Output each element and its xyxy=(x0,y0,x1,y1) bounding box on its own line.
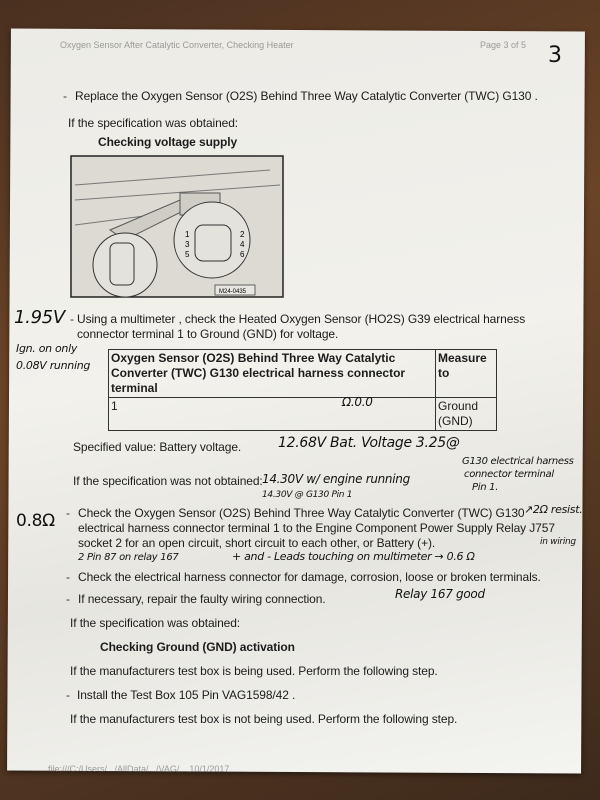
test-box-not-used: If the manufacturers test box is not being used. Perform the following step. xyxy=(70,712,458,726)
bullet: - xyxy=(66,506,70,520)
step-check-3: socket 2 for an open circuit, short circuit to each other, or Battery (+). xyxy=(78,536,436,550)
pin-label-2: 2 xyxy=(240,230,245,239)
step-install-test-box: Install the Test Box 105 Pin VAG1598/42 . xyxy=(77,688,296,702)
table-header-terminal: Oxygen Sensor (O2S) Behind Three Way Catalytic Converter (TWC) G130 electrical harness connector terminal xyxy=(109,350,436,398)
step-replace: Replace the Oxygen Sensor (O2S) Behind Three Way Catalytic Converter (TWC) G130 . xyxy=(75,89,538,103)
step-check-1: Check the Oxygen Sensor (O2S) Behind Three Way Catalytic Converter (TWC) G130 xyxy=(78,506,525,520)
hw-running: 0.08V running xyxy=(16,359,91,372)
handwritten-page-number: 3 xyxy=(548,43,562,68)
specified-value: Specified value: Battery voltage. xyxy=(73,440,242,454)
bullet: - xyxy=(66,570,70,584)
bullet: - xyxy=(70,312,74,326)
step-multimeter-2: connector terminal 1 to Ground (GND) for voltage. xyxy=(77,327,339,341)
footer-url: file:///C:/Users/.../AllData/.../VAG/... 10/1/2017 xyxy=(48,764,230,774)
step-repair: If necessary, repair the faulty wiring connection. xyxy=(78,592,326,606)
hw-engine-pin: 14.30V @ G130 Pin 1 xyxy=(262,490,353,500)
pin-label-6: 6 xyxy=(240,250,245,259)
hw-engine-running: 14.30V w/ engine running xyxy=(262,472,410,486)
hw-battery-voltage: 12.68V Bat. Voltage 3.25@ xyxy=(278,435,460,451)
hw-resist-2: in wiring xyxy=(540,537,576,547)
hw-ohm-table: Ω.0.0 xyxy=(342,395,373,409)
if-obtained-2: If the specification was obtained: xyxy=(70,616,241,630)
hw-ohm-reading: 0.8Ω xyxy=(16,511,55,531)
header-title: Oxygen Sensor After Catalytic Converter, Checking Heater xyxy=(60,40,294,50)
table-cell-measure: Ground (GND) xyxy=(436,398,497,431)
if-obtained-1: If the specification was obtained: xyxy=(68,116,239,130)
table-row xyxy=(109,398,497,431)
hw-pin87: 2 Pin 87 on relay 167 xyxy=(78,552,179,563)
hw-g130-2: connector terminal xyxy=(464,469,554,480)
test-box-used: If the manufacturers test box is being used. Perform the following step. xyxy=(70,664,438,678)
step-check-2: electrical harness connector terminal 1 to the Engine Component Power Supply Relay J757 xyxy=(78,521,555,535)
connector-diagram xyxy=(70,155,284,298)
table-header-measure: Measure to xyxy=(436,350,497,398)
pin-label-3: 3 xyxy=(185,240,190,249)
pin-label-5: 5 xyxy=(185,250,190,259)
heading-ground-activation: Checking Ground (GND) activation xyxy=(100,640,295,654)
step-check-harness: Check the electrical harness connector for damage, corrosion, loose or broken terminals. xyxy=(78,570,541,584)
terminal-table xyxy=(108,349,497,431)
diagram-ref: M24-0435 xyxy=(219,289,247,295)
hw-leads: + and - Leads touching on multimeter → 0.6 Ω xyxy=(232,550,475,563)
hw-ign-on: Ign. on only xyxy=(16,342,78,355)
heading-voltage-supply: Checking voltage supply xyxy=(98,135,238,149)
table-header-row xyxy=(109,350,497,398)
hw-relay-good: Relay 167 good xyxy=(395,587,485,601)
bullet: - xyxy=(66,688,70,702)
table-cell-terminal: 1 xyxy=(109,398,436,431)
hw-g130-3: Pin 1. xyxy=(472,482,499,493)
pin-label-4: 4 xyxy=(240,240,245,249)
hw-voltage-1: 1.95V xyxy=(14,307,65,328)
header-page: Page 3 of 5 xyxy=(480,40,527,50)
pin-label-1: 1 xyxy=(185,230,190,239)
bullet: - xyxy=(66,592,70,606)
if-not-obtained: If the specification was not obtained: xyxy=(73,474,263,488)
hw-resist-1: ↗2Ω resist. xyxy=(524,503,583,516)
hw-g130-1: G130 electrical harness xyxy=(462,456,574,467)
bullet: - xyxy=(63,89,67,103)
step-multimeter-1: Using a multimeter , check the Heated Oxygen Sensor (HO2S) G39 electrical harness xyxy=(77,312,526,326)
